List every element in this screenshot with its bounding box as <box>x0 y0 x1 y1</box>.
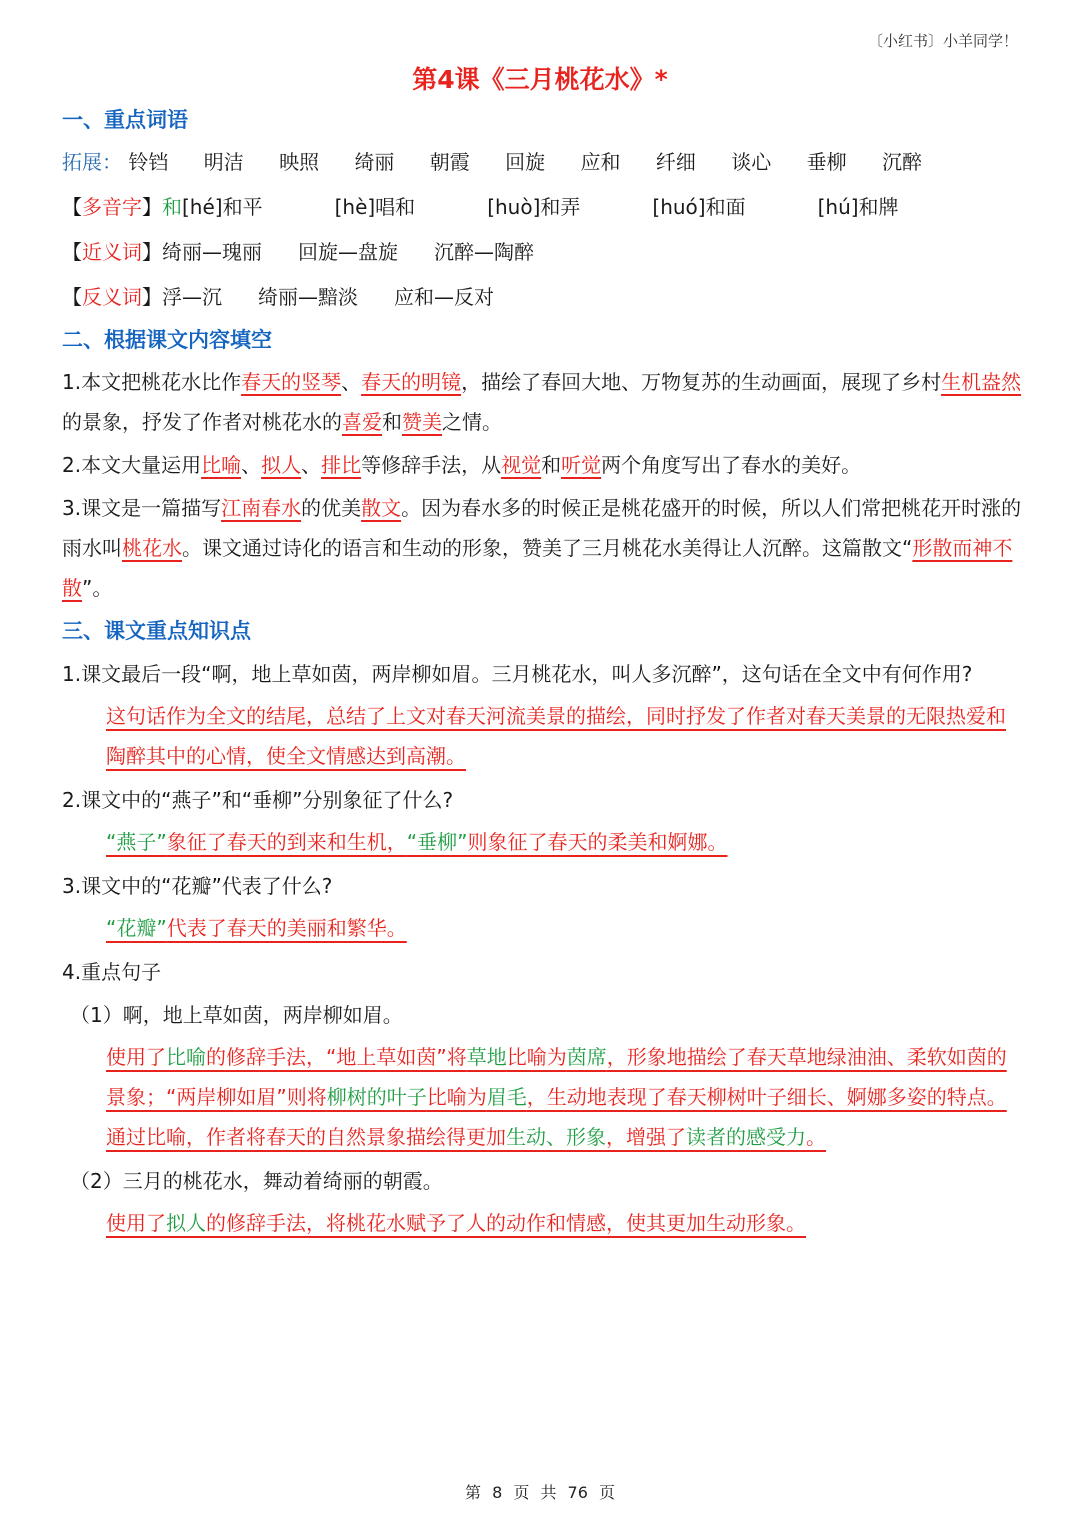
analysis-text: 。 <box>806 1125 826 1149</box>
answer-keyword: “燕子” <box>106 830 167 854</box>
polyphone-item: [hé]和平 <box>182 195 263 219</box>
analysis-keyword: 茵席 <box>566 1045 607 1069</box>
section-heading-fill-blanks: 二、根据课文内容填空 <box>62 328 272 352</box>
blank-answer: 排比 <box>321 453 362 477</box>
word: 谈心 <box>731 150 772 174</box>
blank-answer: 江南春水 <box>221 496 302 520</box>
section-heading-knowledge-points: 三、课文重点知识点 <box>62 619 251 643</box>
analysis-text: 比喻为 <box>426 1085 487 1109</box>
blank-answer: 春天的竖琴 <box>241 370 342 394</box>
text: 1.本文把桃花水比作 <box>62 370 242 394</box>
synonym-pair: 绮丽—瑰丽 <box>162 240 262 264</box>
word: 铃铛 <box>128 150 169 174</box>
text: 两个角度写出了春水的美好。 <box>601 453 862 477</box>
polyphone-item: [hú]和牌 <box>817 195 899 219</box>
text: 。因为春水多的时候正是桃花盛开的时候，所以人们常把桃花开时涨的雨水叫 <box>62 496 1022 560</box>
word: 应和 <box>580 150 621 174</box>
text: 和 <box>541 453 562 477</box>
blank-answer: 赞美 <box>402 410 442 434</box>
answer-keyword: “垂柳” <box>406 830 468 854</box>
question-2: 2.课文中的“燕子”和“垂柳”分别象征了什么? <box>62 788 454 812</box>
bracket-open: 【 <box>62 285 82 309</box>
analysis-keyword: 草地 <box>466 1045 507 1069</box>
antonyms-row <box>62 275 1022 320</box>
answer-text: 则象征了春天的柔美和婀娜。 <box>467 830 728 854</box>
page-title: 第4课《三月桃花水》* <box>412 65 668 94</box>
text: 3.课文是一篇描写 <box>62 496 222 520</box>
blank-answer: 听觉 <box>561 453 602 477</box>
antonyms-label: 反义词 <box>82 285 142 309</box>
key-sentence-1: （1）啊，地上草如茵，两岸柳如眉。 <box>70 1003 403 1027</box>
antonym-pair: 应和—反对 <box>394 285 494 309</box>
word: 绮丽 <box>354 150 395 174</box>
analysis-text: ，形象地描绘了春天草地绿油油、柔软如茵的景象；“两岸柳如眉”则将 <box>106 1045 1007 1109</box>
answer-keyword: “花瓣” <box>106 916 167 940</box>
polyphone-char: 和 <box>162 195 182 219</box>
blank-answer: 视觉 <box>501 453 542 477</box>
answer-1 <box>62 696 1022 776</box>
key-sentence-1-analysis <box>62 1037 1022 1157</box>
blank-answer: 生机盎然 <box>941 370 1022 394</box>
word: 纤细 <box>655 150 696 174</box>
question-4: 4.重点句子 <box>62 960 162 984</box>
analysis-keyword: 比喻 <box>166 1045 206 1069</box>
word: 明洁 <box>203 150 244 174</box>
blank-answer: 散文 <box>361 496 402 520</box>
antonym-pair: 浮—沉 <box>162 285 222 309</box>
bracket-open: 【 <box>62 195 82 219</box>
text: ”。 <box>82 576 113 600</box>
blank-answer: 拟人 <box>261 453 302 477</box>
section-heading-key-words: 一、重点词语 <box>62 108 188 132</box>
text: 等修辞手法，从 <box>361 453 502 477</box>
analysis-text: 使用了 <box>106 1211 166 1235</box>
blank-answer: 春天的明镜 <box>361 370 462 394</box>
text: 和 <box>382 410 402 434</box>
analysis-keyword: 眉毛 <box>486 1085 527 1109</box>
fill-blank-paragraph-2 <box>62 445 1022 485</box>
blank-answer: 喜爱 <box>342 410 382 434</box>
bracket-open: 【 <box>62 240 82 264</box>
answer-text: 代表了春天的美丽和繁华。 <box>166 916 407 940</box>
analysis-keyword: 生动、形象 <box>506 1125 606 1149</box>
text: 之情。 <box>442 410 502 434</box>
polyphone-item: [hè]唱和 <box>334 195 416 219</box>
key-sentence-2-analysis <box>62 1203 1022 1243</box>
analysis-text: ，增强了 <box>606 1125 686 1149</box>
analysis-keyword: 柳树的叶子 <box>326 1085 427 1109</box>
text: 。课文通过诗化的语言和生动的形象，赞美了三月桃花水美得让人沉醉。这篇散文“ <box>182 536 913 560</box>
polyphone-item: [huó]和面 <box>652 195 746 219</box>
question-1: 1.课文最后一段“啊，地上草如茵，两岸柳如眉。三月桃花水，叫人多沉醉”，这句话在全文中有何作用? <box>62 662 973 686</box>
text: 、 <box>241 453 262 477</box>
word: 垂柳 <box>806 150 847 174</box>
analysis-text: 的修辞手法，“地上草如茵”将 <box>206 1045 467 1069</box>
text: 2.本文大量运用 <box>62 453 202 477</box>
synonym-pair: 沉醉—陶醉 <box>434 240 534 264</box>
analysis-keyword: 拟人 <box>166 1211 206 1235</box>
antonym-pair: 绮丽—黯淡 <box>258 285 358 309</box>
bracket-close: 】 <box>142 285 162 309</box>
answer-text: 这句话作为全文的结尾，总结了上文对春天河流美景的描绘，同时抒发了作者对春天美景的无限热爱和陶醉其中的心情，使全文情感达到高潮。 <box>106 704 1006 768</box>
watermark: 〔小红书〕小羊同学！ <box>867 32 1018 50</box>
polyphone-item: [huò]和弄 <box>487 195 581 219</box>
answer-2 <box>62 822 1022 862</box>
blank-answer: 形散而神不散 <box>62 536 1013 600</box>
text: 、 <box>341 370 362 394</box>
extension-words-row <box>62 140 1022 185</box>
fill-blank-paragraph-1 <box>62 362 1022 442</box>
synonyms-label: 近义词 <box>82 240 142 264</box>
answer-text: 象征了春天的到来和生机， <box>166 830 407 854</box>
fill-blank-paragraph-3 <box>62 488 1022 608</box>
polyphone-row <box>62 185 1022 230</box>
word: 回旋 <box>505 150 546 174</box>
extension-label: 拓展： <box>62 150 122 174</box>
synonym-pair: 回旋—盘旋 <box>298 240 398 264</box>
synonyms-row <box>62 230 1022 275</box>
answer-3 <box>62 908 1022 948</box>
document-body <box>62 100 1022 1247</box>
question-3: 3.课文中的“花瓣”代表了什么? <box>62 874 333 898</box>
text: 的优美 <box>301 496 362 520</box>
text: 、 <box>301 453 322 477</box>
analysis-text: 使用了 <box>106 1045 166 1069</box>
page-footer: 第 8 页 共 76 页 <box>465 1483 615 1502</box>
word: 映照 <box>279 150 320 174</box>
key-sentence-2: （2）三月的桃花水，舞动着绮丽的朝霞。 <box>70 1169 443 1193</box>
blank-answer: 桃花水 <box>122 536 182 560</box>
analysis-text: 比喻为 <box>506 1045 567 1069</box>
bracket-close: 】 <box>142 195 162 219</box>
text: 的景象，抒发了作者对桃花水的 <box>62 410 342 434</box>
analysis-keyword: 读者的感受力 <box>686 1125 806 1149</box>
bracket-close: 】 <box>142 240 162 264</box>
blank-answer: 比喻 <box>201 453 242 477</box>
word: 朝霞 <box>429 150 470 174</box>
polyphone-label: 多音字 <box>82 195 142 219</box>
analysis-text: ，生动地表现了春天柳树叶子细长、婀娜多姿的特点。通过比喻，作者将春天的自然景象描绘得更加 <box>106 1085 1007 1149</box>
text: ，描绘了春回大地、万物复苏的生动画面，展现了乡村 <box>461 370 942 394</box>
word: 沉醉 <box>881 150 922 174</box>
analysis-text: 的修辞手法，将桃花水赋予了人的动作和情感，使其更加生动形象。 <box>206 1211 806 1235</box>
